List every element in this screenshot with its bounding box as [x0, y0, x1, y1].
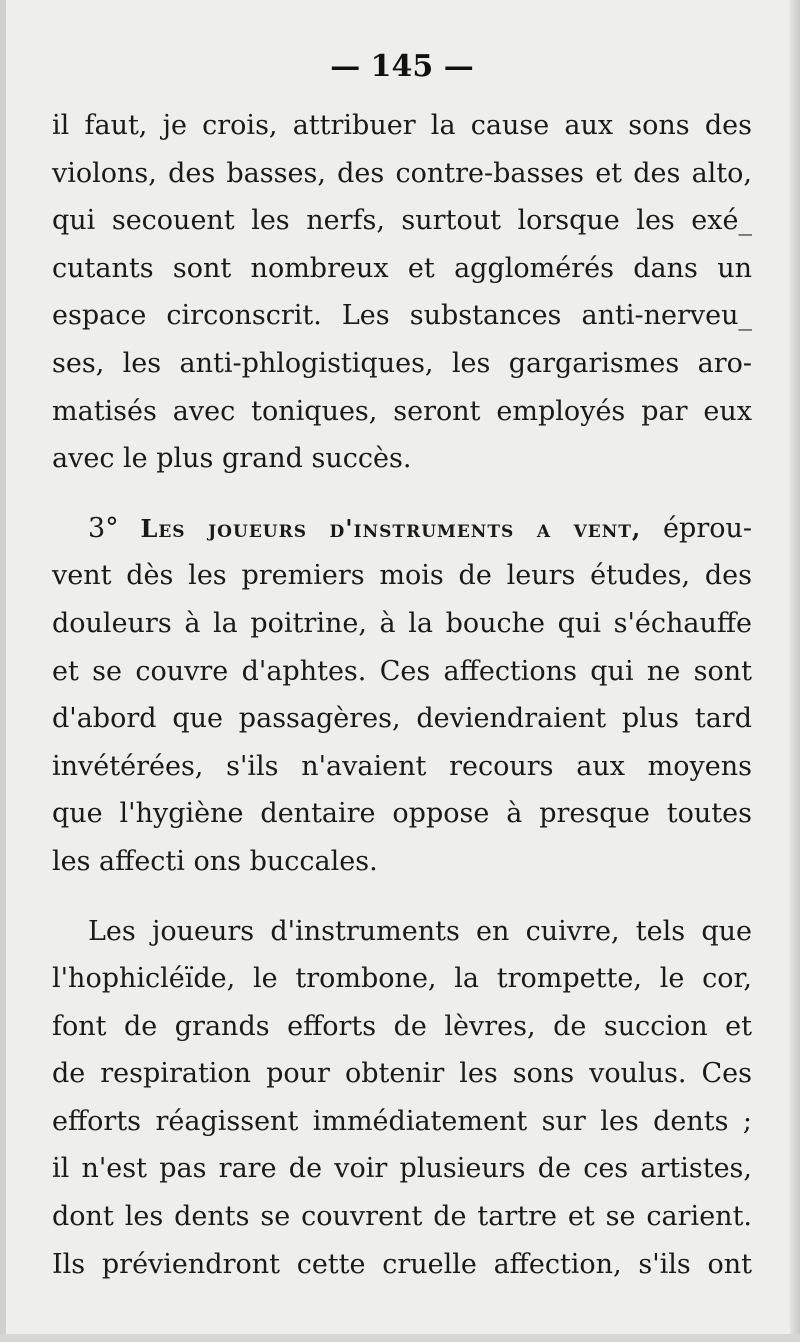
- text-line: avec le plus grand succès.: [52, 443, 412, 475]
- text-line: invétérées, s'ils n'avaient recours aux moyens: [52, 750, 752, 782]
- text-line: font de grands efforts de lèvres, de succion et: [52, 1010, 752, 1042]
- page-body: [52, 36, 752, 1288]
- paragraph-2: [52, 505, 752, 886]
- paragraph-3: [52, 908, 752, 1289]
- text-line: Les joueurs d'instruments en cuivre, tels que: [88, 915, 752, 947]
- text-line: violons, des basses, des contre-basses et des alto,: [52, 157, 752, 189]
- text-line: cutants sont nombreux et agglomérés dans un: [52, 252, 752, 284]
- text-line: les affecti ons buccales.: [52, 845, 378, 877]
- section-heading: Les joueurs d'instruments a vent,: [140, 513, 642, 543]
- text-line: d'abord que passagères, deviendraient plus tard: [52, 703, 752, 735]
- text-line: efforts réagissent immédiatement sur les dents ;: [52, 1105, 752, 1137]
- text-line: l'hophicléïde, le trombone, la trompette, le cor,: [52, 963, 752, 995]
- text-line: il n'est pas rare de voir plusieurs de ces artistes,: [52, 1153, 752, 1185]
- section-number: 3°: [88, 512, 141, 544]
- text-line: Ils préviendront cette cruelle affection, s'ils ont: [52, 1248, 752, 1280]
- text-line: qui secouent les nerfs, surtout lorsque les exé_: [52, 205, 752, 237]
- text-line: il faut, je crois, attribuer la cause aux sons des: [52, 110, 752, 141]
- text-line: dont les dents se couvrent de tartre et se carient.: [52, 1201, 752, 1233]
- text-line: et se couvre d'aphtes. Ces affections qui ne sont: [52, 655, 752, 687]
- text-line: vent dès les premiers mois de leurs études, des: [52, 560, 752, 592]
- page-edge-left: [0, 0, 6, 1342]
- text-line: espace circonscrit. Les substances anti-nerveu_: [52, 300, 752, 332]
- page-edge-right: [790, 0, 800, 1342]
- text-line: ses, les anti-phlogistiques, les gargarismes aro-: [52, 347, 752, 379]
- text-fragment: éprou-: [641, 512, 752, 544]
- text-line: matisés avec toniques, seront employés par eux: [52, 395, 752, 427]
- page-number: — 145 —: [330, 49, 474, 84]
- section-heading-line: [52, 505, 752, 553]
- text-line: que l'hygiène dentaire oppose à presque toutes: [52, 798, 752, 830]
- paragraph-1: [52, 102, 752, 483]
- text-line: de respiration pour obtenir les sons voulus. Ces: [52, 1058, 752, 1090]
- page-edge-bottom: [0, 1334, 800, 1342]
- text-line: douleurs à la poitrine, à la bouche qui s'échauffe: [52, 607, 752, 639]
